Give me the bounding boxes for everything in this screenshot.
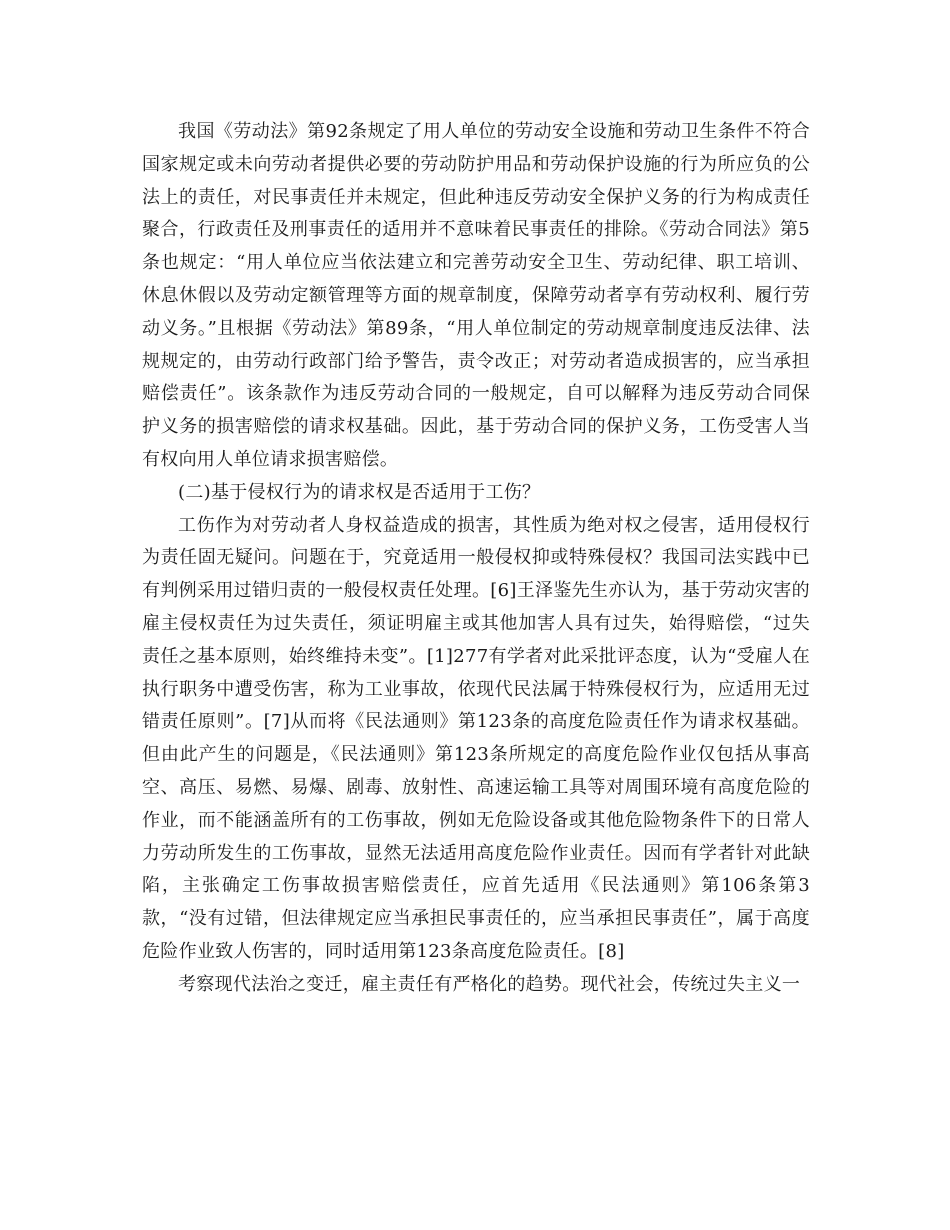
paragraph-tort-liability: 工伤作为对劳动者人身权益造成的损害，其性质为绝对权之侵害，适用侵权行为责任固无疑问。问题在于，究竟适用一般侵权抑或特殊侵权？我国司法实践中已有判例采用过错归责的一般侵权责任处理。[6]王泽鉴先生亦认为，基于劳动灾害的雇主侵权责任为过失责任，须证明雇主或其他加害人具有过失，始得赔偿，“过失责任之基本原则，始终维持未变”。[1]277有学者对此采批评态度，认为“受雇人在执行职务中遭受伤害，称为工业事故，依现代民法属于特殊侵权行为，应适用无过错责任原则”。[7]从而将《民法通则》第123条的高度危险责任作为请求权基础。但由此产生的问题是，《民法通则》第123条所规定的高度危险作业仅包括从事高空、高压、易燃、易爆、剧毒、放射性、高速运输工具等对周围环境有高度危险的作业，而不能涵盖所有的工伤事故，例如无危险设备或其他危险物条件下的日常人力劳动所发生的工伤事故，显然无法适用高度危险作业责任。因而有学者针对此缺陷，主张确定工伤事故损害赔偿责任，应首先适用《民法通则》第106条第3款，“没有过错，但法律规定应当承担民事责任的，应当承担民事责任”，属于高度危险作业致人伤害的，同时适用第123条高度危险责任。[8]	[142, 514, 810, 962]
paragraph-labor-law-article-92: 我国《劳动法》第92条规定了用人单位的劳动安全设施和劳动卫生条件不符合国家规定或未向劳动者提供必要的劳动防护用品和劳动保护设施的行为所应负的公法上的责任，对民事责任并未规定，但此种违反劳动安全保护义务的行为构成责任聚合，行政责任及刑事责任的适用并不意味着民事责任的排除。《劳动合同法》第5条也规定：“用人单位应当依法建立和完善劳动安全卫生、劳动纪律、职工培训、休息休假以及劳动定额管理等方面的规章制度，保障劳动者享有劳动权利、履行劳动义务。”且根据《劳动法》第89条，“用人单位制定的劳动规章制度违反法律、法规规定的，由劳动行政部门给予警告，责令改正；对劳动者造成损害的，应当承担赔偿责任”。该条款作为违反劳动合同的一般规定，自可以解释为违反劳动合同保护义务的损害赔偿的请求权基础。因此，基于劳动合同的保护义务，工伤受害人当有权向用人单位请求损害赔偿。	[142, 121, 810, 470]
section-heading-tort-claim: (二)基于侵权行为的请求权是否适用于工伤？	[178, 481, 541, 503]
document-body	[142, 116, 810, 1002]
paragraph-employer-liability-trend: 考察现代法治之变迁，雇主责任有严格化的趋势。现代社会，传统过失主义一	[178, 973, 801, 995]
